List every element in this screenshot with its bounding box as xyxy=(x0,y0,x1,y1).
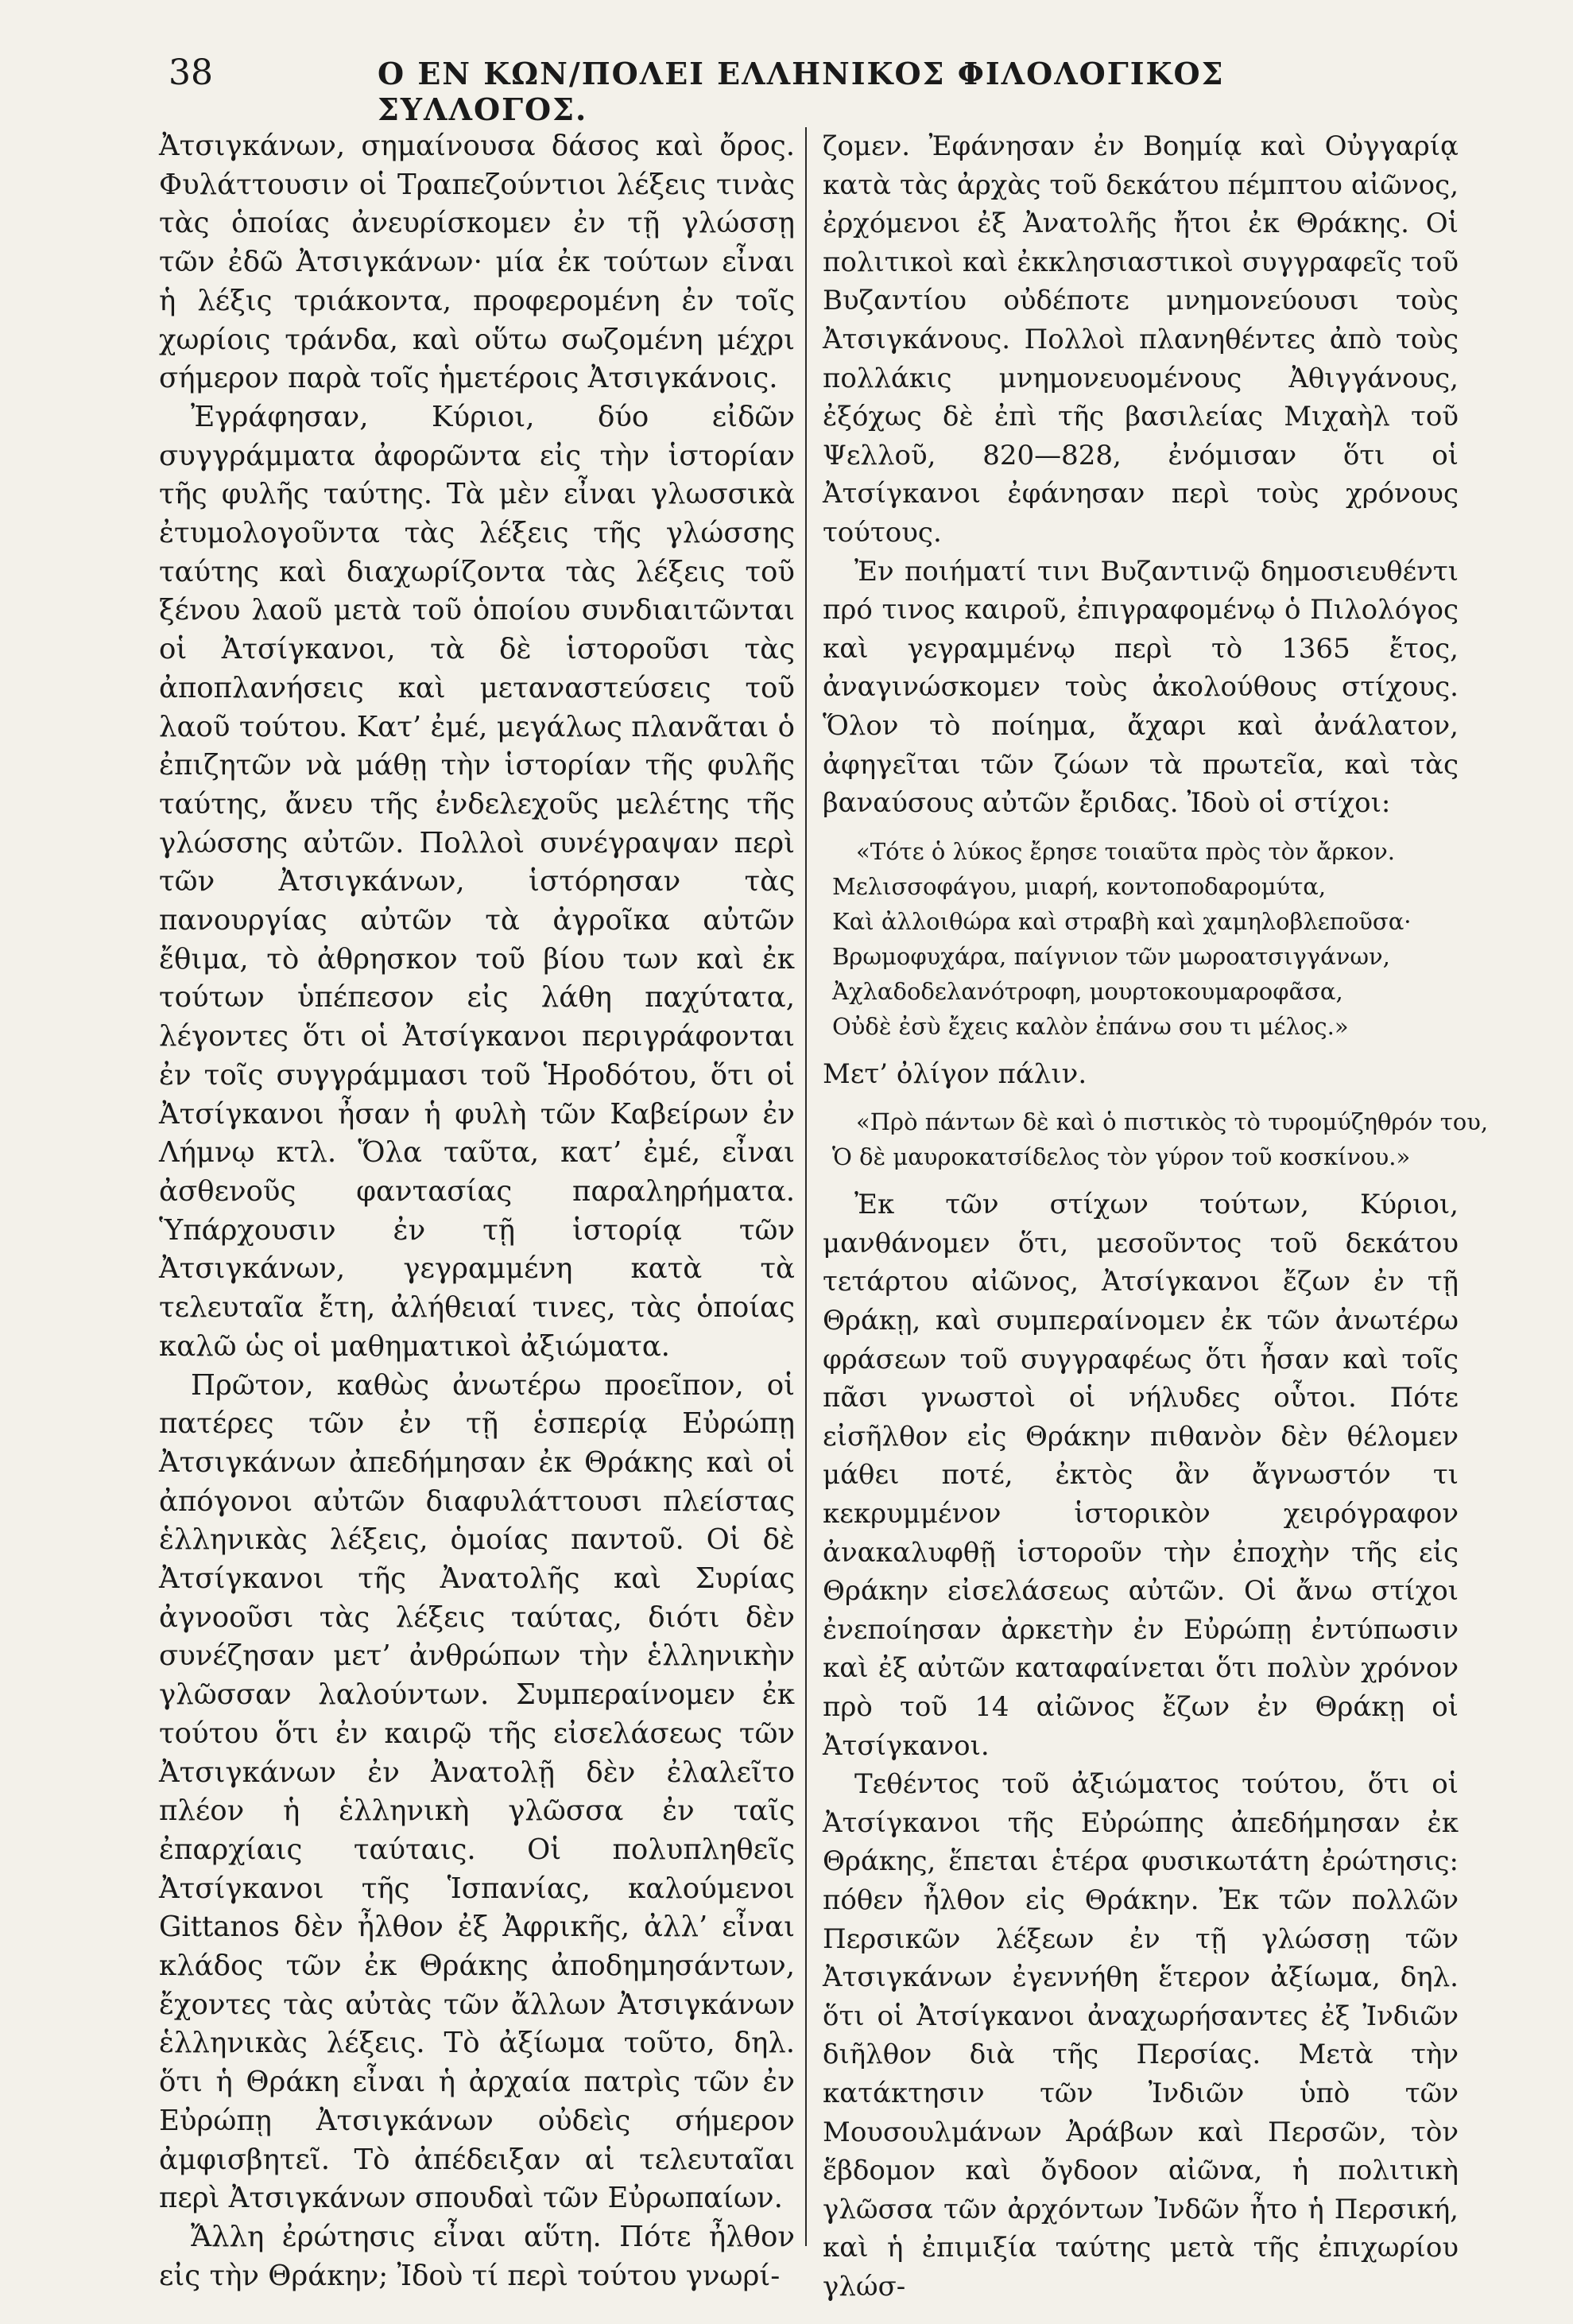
left-column xyxy=(159,127,795,2295)
poem-line: Βρωμοφυχάρα, παίγνιον τῶν μωροατσιγγάνων, xyxy=(832,942,1390,970)
poem-line: Ὁ δὲ μαυροκατσίδελος τὸν γύρον τοῦ κοσκίνου.» xyxy=(832,1143,1411,1171)
poem-line: Μελισσοφάγου, μιαρή, κοντοποδαρομύτα, xyxy=(832,872,1327,900)
paragraph: Ἐκ τῶν στίχων τούτων, Κύριοι, μανθάνομεν ὅτι, μεσοῦντος τοῦ δεκάτου τετάρτου αἰῶνος, Ἀτσίγκανοι ἔζων ἐν τῇ Θράκῃ, καὶ συμπεραίνομεν ἐκ τῶν ἀνωτέρω φράσεων τοῦ συγγραφέως ὅτι ἦσαν καὶ τοῖς πᾶσι γνωστοὶ οἱ νήλυδες οὗτοι. Πότε εἰσῆλθον εἰς Θράκην πιθανὸν δὲν θέλομεν μάθει ποτέ, ἐκτὸς ἂν ἄγνωστόν τι κεκρυμμένον ἱστορικὸν χειρόγραφον ἀνακαλυφθῇ ἱστοροῦν τὴν ἐποχὴν τῆς εἰς Θράκην εἰσελάσεως αὐτῶν. Οἱ ἄνω στίχοι ἐνεποίησαν ἀρκετὴν ἐν Εὐρώπῃ ἐντύπωσιν καὶ ἐξ αὐτῶν καταφαίνεται ὅτι πολὺν χρόνον πρὸ τοῦ 14 αἰῶνος ἔζων ἐν Θράκῃ οἱ Ἀτσίγκανοι. xyxy=(823,1189,1459,1762)
column-divider xyxy=(805,127,807,2246)
paragraph: ζομεν. Ἐφάνησαν ἐν Βοημίᾳ καὶ Οὐγγαρίᾳ κατὰ τὰς ἀρχὰς τοῦ δεκάτου πέμπτου αἰῶνος, ἐρχόμενοι ἐξ Ἀνατολῆς ἤτοι ἐκ Θράκης. Οἱ πολιτικοὶ καὶ ἐκκλησιαστικοὶ συγγραφεῖς τοῦ Βυζαντίου οὐδέποτε μνημονεύουσι τοὺς Ἀτσιγκάνους. Πολλοὶ πλανηθέντες ἀπὸ τοὺς πολλάκις μνημονευομένους Ἀθιγγάνους, ἐξόχως δὲ ἐπὶ τῆς βασιλείας Μιχαὴλ τοῦ Ψελλοῦ, 820—828, ἐνόμισαν ὅτι οἱ Ἀτσίγκανοι ἐφάνησαν περὶ τοὺς χρόνους τούτους. xyxy=(823,130,1459,549)
poem-line: Οὐδὲ ἐσὺ ἔχεις καλὸν ἐπάνω σου τι μέλος.» xyxy=(832,1012,1349,1040)
poem-line: «Πρὸ πάντων δὲ καὶ ὁ πιστικὸς τὸ τυρομύζηθρόν του, xyxy=(856,1108,1489,1136)
paragraph: Πρῶτον, καθὼς ἀνωτέρω προεῖπον, οἱ πατέρες τῶν ἐν τῇ ἑσπερίᾳ Εὐρώπῃ Ἀτσιγκάνων ἀπεδήμησαν ἐκ Θράκης καὶ οἱ ἀπόγονοι αὐτῶν διαφυλάττουσι πλείστας ἑλληνικὰς λέξεις, ὁμοίας παντοῦ. Οἱ δὲ Ἀτσίγκανοι τῆς Ἀνατολῆς καὶ Συρίας ἀγνοοῦσι τὰς λέξεις ταύτας, διότι δὲν συνέζησαν μετ’ ἀνθρώπων τὴν ἑλληνικὴν γλῶσσαν λαλούντων. Συμπεραίνομεν ἐκ τούτου ὅτι ἐν καιρῷ τῆς εἰσελάσεως τῶν Ἀτσιγκάνων ἐν Ἀνατολῇ δὲν ἐλαλεῖτο πλέον ἡ ἑλληνικὴ γλῶσσα ἐν ταῖς ἐπαρχίαις ταύταις. Οἱ πολυπληθεῖς Ἀτσίγκανοι τῆς Ἱσπανίας, καλούμενοι Gittanos δὲν ἦλθον ἐξ Ἀφρικῆς, ἀλλ’ εἶναι κλάδος τῶν ἐκ Θράκης ἀποδημησάντων, ἔχοντες τὰς αὐτὰς τῶν ἄλλων Ἀτσιγκάνων ἑλληνικὰς λέξεις. Τὸ ἀξίωμα τοῦτο, δηλ. ὅτι ἡ Θράκη εἶναι ἡ ἀρχαία πατρὶς τῶν ἐν Εὐρώπῃ Ἀτσιγκάνων οὐδεὶς σήμερον ἀμφισβητεῖ. Τὸ ἀπέδειξαν αἱ τελευταῖαι περὶ Ἀτσιγκάνων σπουδαὶ τῶν Εὐρωπαίων. xyxy=(159,1368,795,2215)
right-column xyxy=(823,127,1489,2307)
paragraph: Ἐν ποιήματί τινι Βυζαντινῷ δημοσιευθέντι πρό τινος καιροῦ, ἐπιγραφομένῳ ὁ Πιλολόγος καὶ γεγραμμένῳ περὶ τὸ 1365 ἔτος, ἀναγινώσκομεν τοὺς ἀκολούθους στίχους. Ὅλον τὸ ποίημα, ἄχαρι καὶ ἀνάλατον, ἀφηγεῖται τῶν ζώων τὰ πρωτεῖα, καὶ τὰς βαναύσους αὐτῶν ἔριδας. Ἰδοὺ οἱ στίχοι: xyxy=(823,555,1459,820)
poem-line: «Τότε ὁ λύκος ἔρησε τοιαῦτα πρὸς τὸν ἄρκον. xyxy=(856,837,1395,865)
poem-quotation xyxy=(823,1104,1489,1174)
paragraph: Ἄλλη ἐρώτησις εἶναι αὕτη. Πότε ἦλθον εἰς τὴν Θράκην; Ἰδοὺ τί περὶ τούτου γνωρί- xyxy=(159,2220,795,2292)
poem-intro: Μετ’ ὀλίγον πάλιν. xyxy=(823,1057,1087,1090)
poem-line: Καὶ ἀλλοιθώρα καὶ στραβὴ καὶ χαμηλοβλεποῦσα· xyxy=(832,907,1412,935)
poem-quotation xyxy=(823,834,1459,1044)
paragraph: Τεθέντος τοῦ ἀξιώματος τούτου, ὅτι οἱ Ἀτσίγκανοι τῆς Εὐρώπης ἀπεδήμησαν ἐκ Θράκης, ἕπεται ἑτέρα φυσικωτάτη ἐρώτησις: πόθεν ἦλθον εἰς Θράκην. Ἐκ τῶν πολλῶν Περσικῶν λέξεων ἐν τῇ γλώσσῃ τῶν Ἀτσιγκάνων ἐγεννήθη ἕτερον ἀξίωμα, δηλ. ὅτι οἱ Ἀτσίγκανοι ἀναχωρήσαντες ἐξ Ἰνδιῶν διῆλθον διὰ τῆς Περσίας. Μετὰ τὴν κατάκτησιν τῶν Ἰνδιῶν ὑπὸ τῶν Μουσουλμάνων Ἀράβων καὶ Περσῶν, τὸν ἕβδομον καὶ ὄγδοον αἰῶνα, ἡ πολιτικὴ γλῶσσα τῶν ἀρχόντων Ἰνδῶν ἦτο ἡ Περσική, καὶ ἡ ἐπιμιξία ταύτης μετὰ τῆς ἐπιχωρίου γλώσ- xyxy=(823,1768,1459,2303)
running-head: Ο ΕΝ ΚΩΝ/ΠΟΛΕΙ ΕΛΛΗΝΙΚΟΣ ΦΙΛΟΛΟΓΙΚΟΣ ΣΥΛΛΟΓΟΣ. xyxy=(378,56,1225,127)
page-number: 38 xyxy=(169,52,213,93)
paragraph: Ἀτσιγκάνων, σημαίνουσα δάσος καὶ ὄρος. Φυλάττουσιν οἱ Τραπεζούντιοι λέξεις τινὰς τὰς ὁποίας ἀνευρίσκομεν ἐν τῇ γλώσσῃ τῶν ἐδῶ Ἀτσιγκάνων· μία ἐκ τούτων εἶναι ἡ λέξις τριάκοντα, προφερομένη ἐν τοῖς χωρίοις τράνδα, καὶ οὕτω σωζομένη μέχρι σήμερον παρὰ τοῖς ἡμετέροις Ἀτσιγκάνοις. xyxy=(159,130,795,395)
poem-line: Ἀχλαδοδελανότροφη, μουρτοκουμαροφᾶσα, xyxy=(832,977,1343,1005)
paragraph: Ἐγράφησαν, Κύριοι, δύο εἰδῶν συγγράμματα ἀφορῶντα εἰς τὴν ἱστορίαν τῆς φυλῆς ταύτης. Τὰ μὲν εἶναι γλωσσικὰ ἐτυμολογοῦντα τὰς λέξεις τῆς γλώσσης ταύτης καὶ διαχωρίζοντα τὰς λέξεις τοῦ ξένου λαοῦ μετὰ τοῦ ὁποίου συνδιαιτῶνται οἱ Ἀτσίγκανοι, τὰ δὲ ἱστοροῦσι τὰς ἀποπλανήσεις καὶ μεταναστεύσεις τοῦ λαοῦ τούτου. Κατ’ ἐμέ, μεγάλως πλανᾶται ὁ ἐπιζητῶν νὰ μάθῃ τὴν ἱστορίαν τῆς φυλῆς ταύτης, ἄνευ τῆς ἐνδελεχοῦς μελέτης τῆς γλώσσης αὐτῶν. Πολλοὶ συνέγραψαν περὶ τῶν Ἀτσιγκάνων, ἱστόρησαν τὰς πανουργίας αὐτῶν τὰ ἀγροῖκα αὐτῶν ἔθιμα, τὸ ἀθρησκον τοῦ βίου των καὶ ἐκ τούτων ὑπέπεσον εἰς λάθη παχύτατα, λέγοντες ὅτι οἱ Ἀτσίγκανοι περιγράφονται ἐν τοῖς συγγράμμασι τοῦ Ἡροδότου, ὅτι οἱ Ἀτσίγκανοι ἦσαν ἡ φυλὴ τῶν Καβείρων ἐν Λήμνῳ κτλ. Ὅλα ταῦτα, κατ’ ἐμέ, εἶναι ἀσθενοῦς φαντασίας παραληρήματα. Ὑπάρχουσιν ἐν τῇ ἱστορίᾳ τῶν Ἀτσιγκάνων, γεγραμμένη κατὰ τὰ τελευταῖα ἔτη, ἀλήθειαί τινες, τὰς ὁποίας καλῶ ὡς οἱ μαθηματικοὶ ἀξιώματα. xyxy=(159,400,795,1363)
page-header xyxy=(159,46,1288,127)
